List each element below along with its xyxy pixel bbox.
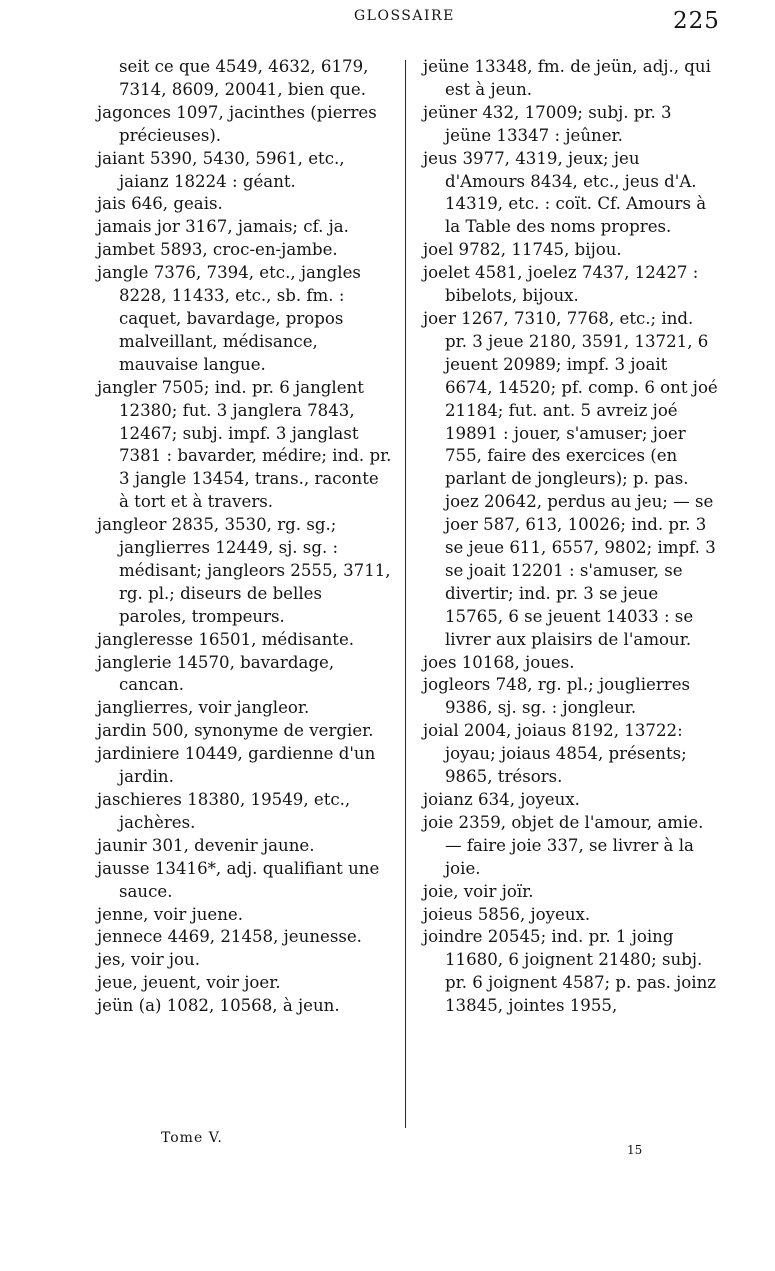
glossary-column-left <box>97 56 392 1018</box>
page-number: 225 <box>673 8 720 34</box>
glossary-entry: joie 2359, objet de l'amour, amie. — faire joie 337, se livrer à la joie. <box>423 812 704 878</box>
glossary-entry: jeüner 432, 17009; subj. pr. 3 jeüne 13347 : jeûner. <box>423 102 672 145</box>
glossary-entry: joial 2004, joiaus 8192, 13722: joyau; joiaus 4854, présents; 9865, trésors. <box>423 721 687 787</box>
glossary-entry: jangler 7505; ind. pr. 6 janglent 12380; fut. 3 janglera 7843, 12467; subj. impf. 3 janglast 7381 : bavarder, médire; ind. pr. 3 jangle 13454, trans., raconte à tort et à travers. <box>97 377 392 512</box>
glossary-entry: jausse 13416*, adj. qualifiant une sauce. <box>97 858 380 901</box>
glossary-entry: joie, voir joïr. <box>423 881 534 901</box>
glossary-entry: jangle 7376, 7394, etc., jangles 8228, 11433, etc., sb. fm. : caquet, bavardage, propos malveillant, médisance, mauvaise langue. <box>97 263 361 374</box>
glossary-entry: jes, voir jou. <box>97 950 201 970</box>
glossary-entry: joelet 4581, joelez 7437, 12427 : bibelots, bijoux. <box>423 263 699 306</box>
glossary-entry: jambet 5893, croc-en-jambe. <box>97 240 338 260</box>
glossary-entry: joieus 5856, joyeux. <box>423 904 591 924</box>
glossary-entry: jardiniere 10449, gardienne d'un jardin. <box>97 744 376 787</box>
glossary-entry: jaiant 5390, 5430, 5961, etc., jaianz 18224 : géant. <box>97 148 345 191</box>
glossary-entry: joer 1267, 7310, 7768, etc.; ind. pr. 3 jeue 2180, 3591, 13721, 6 jeuent 20989; impf. 3 joait 6674, 14520; pf. comp. 6 ont joé 21184; fut. ant. 5 avreiz joé 19891 : jouer, s'amuser; joer 755, faire des exercices (en parlant de jongleurs); p. pas. joez 20642, perdus au jeu; — se joer 587, 613, 10026; ind. pr. 3 se jeue 611, 6557, 9802; impf. 3 se joait 12201 : s'amuser, se divertir; ind. pr. 3 se jeue 15765, 6 se jeuent 14033 : se livrer aux plaisirs de l'amour. <box>423 308 718 649</box>
glossary-entry: jangleresse 16501, médisante. <box>97 629 355 649</box>
glossary-entry: janglerie 14570, bavardage, cancan. <box>97 652 335 695</box>
glossary-entry: joianz 634, joyeux. <box>423 790 580 809</box>
glossary-entry: jagonces 1097, jacinthes (pierres précieuses). <box>97 102 377 145</box>
glossary-entry: jangleor 2835, 3530, rg. sg.; janglierres 12449, sj. sg. : médisant; jangleors 2555, 3711, rg. pl.; diseurs de belles paroles, trompeurs. <box>97 515 391 626</box>
glossary-entry: jeüne 13348, fm. de jeün, adj., qui est à jeun. <box>423 57 711 99</box>
glossary-entry: jamais jor 3167, jamais; cf. ja. <box>97 217 349 237</box>
glossary-entry: jennece 4469, 21458, jeunesse. <box>97 927 362 947</box>
glossary-entry: joes 10168, joues. <box>423 652 575 672</box>
page-header <box>0 8 775 38</box>
glossary-entry: jardin 500, synonyme de vergier. <box>97 721 374 741</box>
glossary-entry: jaunir 301, devenir jaune. <box>97 835 315 855</box>
glossary-entry: jogleors 748, rg. pl.; jouglierres 9386, sj. sg. : jongleur. <box>423 675 691 718</box>
glossary-entry: janglierres, voir jangleor. <box>97 698 310 718</box>
glossary-entry: joel 9782, 11745, bijou. <box>423 240 622 260</box>
volume-label: Tome V. <box>161 1130 223 1146</box>
glossary-entry: jenne, voir juene. <box>97 904 244 924</box>
glossary-entry: seit ce que 4549, 4632, 6179, 7314, 8609, 20041, bien que. <box>119 57 369 99</box>
signature-mark: 15 <box>627 1143 643 1157</box>
running-title: GLOSSAIRE <box>354 8 455 24</box>
glossary-entry: jaschieres 18380, 19549, etc., jachères. <box>97 790 351 832</box>
glossary-entry: jais 646, geais. <box>97 194 223 214</box>
glossary-column-right <box>423 56 719 1018</box>
glossary-entry: jeus 3977, 4319, jeux; jeu d'Amours 8434, etc., jeus d'A. 14319, etc. : coït. Cf. Amours à la Table des noms propres. <box>423 148 707 237</box>
glossary-entry: jeue, jeuent, voir joer. <box>97 973 281 993</box>
glossary-entry: joindre 20545; ind. pr. 1 joing 11680, 6 joignent 21480; subj. pr. 6 joignent 4587; p. pas. joinz 13845, jointes 1955, <box>423 927 717 1016</box>
column-divider <box>405 60 406 1128</box>
glossary-entry: jeün (a) 1082, 10568, à jeun. <box>97 996 340 1016</box>
